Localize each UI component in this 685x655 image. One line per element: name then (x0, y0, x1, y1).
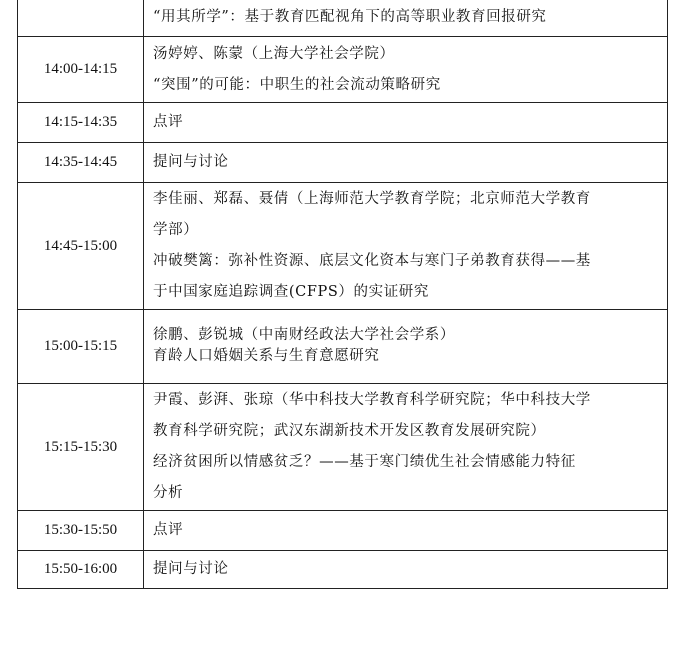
content-cell (144, 384, 668, 511)
paper-title: 经济贫困所以情感贫乏？——基于寒门绩优生社会情感能力特征 (153, 454, 576, 470)
time-cell: 15:00-15:15 (18, 310, 144, 384)
content-cell (144, 0, 668, 37)
schedule-row (18, 310, 668, 384)
session-item: 提问与讨论 (153, 561, 229, 577)
schedule-row (18, 183, 668, 310)
schedule-row (18, 103, 668, 143)
session-item: 提问与讨论 (153, 154, 229, 170)
schedule-row (18, 551, 668, 589)
paper-title: 于中国家庭追踪调查(CFPS）的实证研究 (153, 284, 430, 300)
content-cell (144, 143, 668, 183)
content-cell (144, 37, 668, 103)
time-cell: 14:35-14:45 (18, 143, 144, 183)
time-cell (18, 0, 144, 37)
paper-title: 分析 (153, 485, 184, 501)
content-cell (144, 103, 668, 143)
content-cell (144, 310, 668, 384)
presenter-line: 尹霞、彭湃、张琼（华中科技大学教育科学研究院；华中科技大学 (153, 392, 591, 408)
paper-title: 育龄人口婚姻关系与生育意愿研究 (153, 347, 380, 364)
schedule-row (18, 143, 668, 183)
content-cell (144, 551, 668, 589)
time-cell: 15:30-15:50 (18, 511, 144, 551)
presenter-line: 汤婷婷、陈蒙（上海大学社会学院） (153, 45, 395, 62)
time-cell: 15:15-15:30 (18, 384, 144, 511)
content-cell (144, 511, 668, 551)
schedule-row (18, 37, 668, 103)
presenter-line: 徐鹏、彭锐城（中南财经政法大学社会学系） (153, 326, 455, 343)
time-cell: 15:50-16:00 (18, 551, 144, 589)
paper-title: “突围”的可能：中职生的社会流动策略研究 (153, 76, 441, 93)
presenter-line: 学部） (153, 222, 199, 238)
schedule-row (18, 384, 668, 511)
content-cell (144, 183, 668, 310)
presenter-line: 教育科学研究院；武汉东湖新技术开发区教育发展研究院） (153, 423, 546, 439)
schedule-row (18, 511, 668, 551)
paper-title: “用其所学”：基于教育匹配视角下的高等职业教育回报研究 (153, 9, 547, 25)
time-cell: 14:00-14:15 (18, 37, 144, 103)
schedule-table (17, 0, 668, 589)
session-item: 点评 (153, 114, 184, 130)
time-cell: 14:45-15:00 (18, 183, 144, 310)
time-cell: 14:15-14:35 (18, 103, 144, 143)
session-item: 点评 (153, 522, 184, 538)
schedule-row (18, 0, 668, 37)
presenter-line: 李佳丽、郑磊、聂倩（上海师范大学教育学院；北京师范大学教育 (153, 191, 591, 207)
paper-title: 冲破樊篱：弥补性资源、底层文化资本与寒门子弟教育获得——基 (153, 253, 591, 269)
